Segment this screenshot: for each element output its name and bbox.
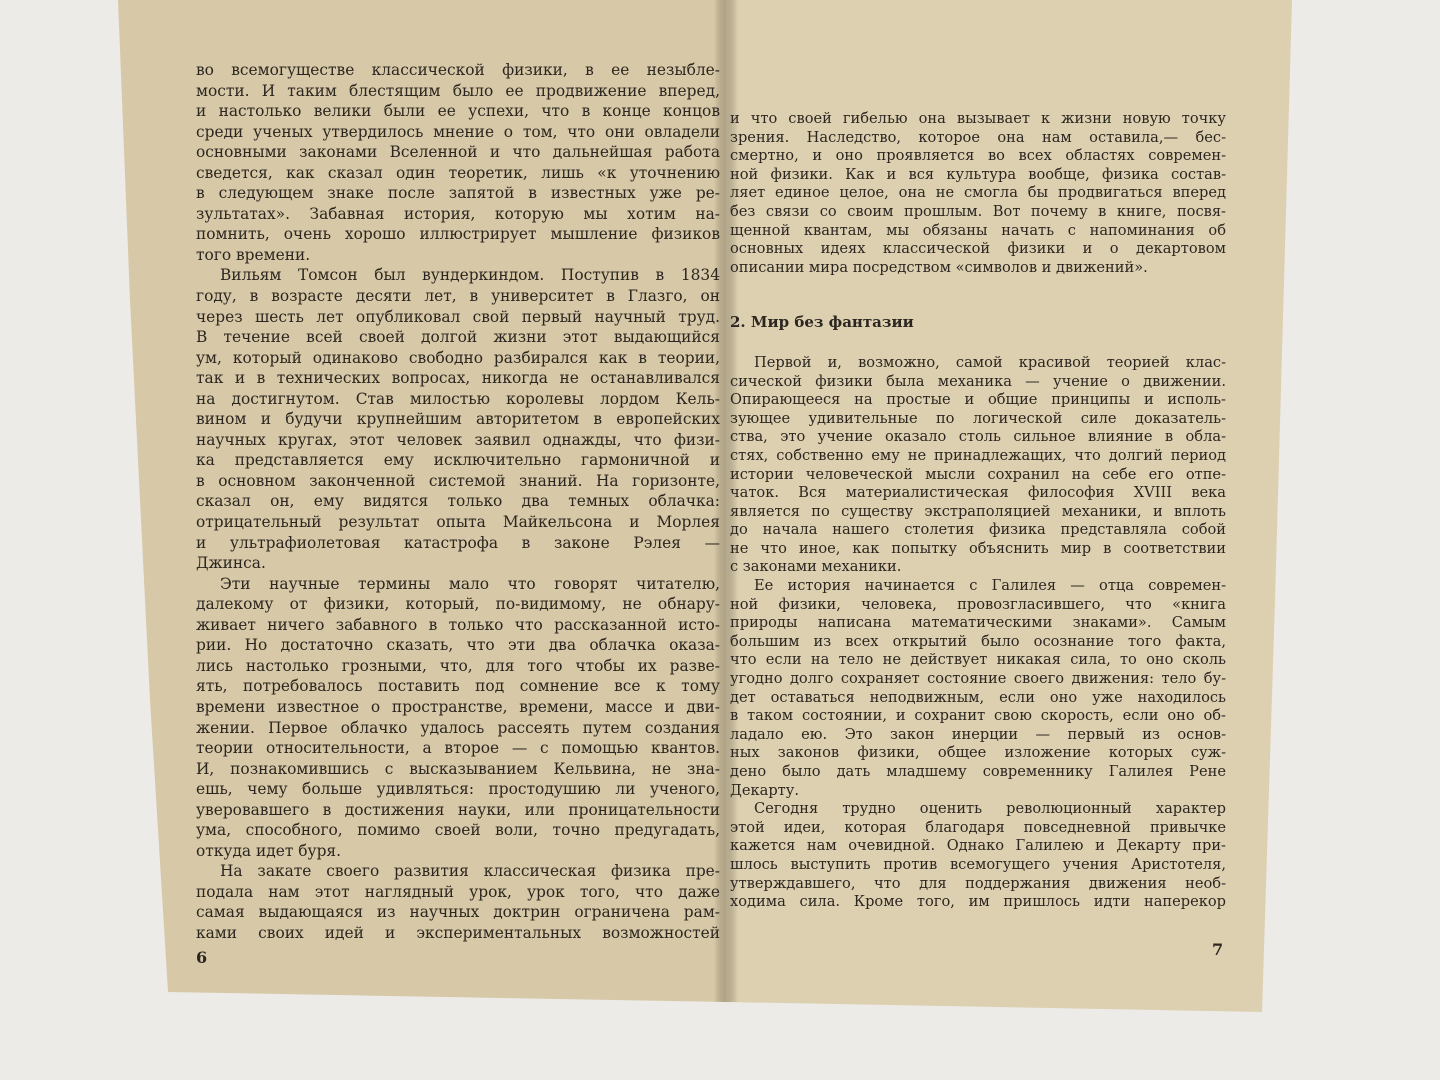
text-line: в таком состоянии, и сохранит свою скорость, если оно об- (730, 707, 1226, 725)
text-line: ной физики, человека, провозгласившего, что «книга (730, 595, 1226, 613)
page-number-left: 6 (196, 948, 208, 967)
text-line: ума, способного, помимо своей воли, точно предугадать, (196, 821, 720, 840)
paragraph (196, 265, 720, 573)
text-line: кажется нам очевидной. Однако Галилею и Декарту при- (730, 837, 1226, 855)
page-number-right: 7 (1212, 940, 1224, 959)
text-line: научных кругах, этот человек заявил однажды, что физи- (196, 430, 720, 449)
text-line: основными законами Вселенной и что дальнейшая работа (196, 143, 720, 162)
text-line: ходима сила. Кроме того, им пришлось идти наперекор (730, 893, 1226, 911)
text-line: далекому от физики, который, по-видимому, не обнару- (196, 595, 720, 614)
text-line: дет оставаться неподвижным, если оно уже находилось (730, 688, 1226, 706)
text-line: с законами механики. (730, 558, 902, 576)
text-line: подала нам этот наглядный урок, урок того, что даже (196, 882, 720, 901)
text-line: помнить, очень хорошо иллюстрирует мышление физиков (196, 225, 720, 244)
text-line: самая выдающаяся из научных доктрин ограничена рам- (196, 903, 720, 922)
text-line: ка представляется ему исключительно гармоничной и (196, 451, 720, 470)
text-line: Джинса. (196, 554, 266, 573)
text-line: среди ученых утвердилось мнение о том, что они овладели (196, 122, 720, 141)
text-line: ляет единое целое, она не смогла бы продвигаться вперед (730, 184, 1226, 202)
text-line: того времени. (196, 245, 311, 264)
text-line: зрения. Наследство, которое она нам оставила,— бес- (730, 128, 1226, 146)
text-line: Эти научные термины мало что говорят читателю, (220, 574, 720, 593)
text-line: чаток. Вся материалистическая философия XVIII века (730, 484, 1226, 502)
text-line: и ультрафиолетовая катастрофа в законе Рэлея — (196, 533, 720, 552)
text-line: Сегодня трудно оценить революционный характер (754, 800, 1226, 818)
text-line: описании мира посредством «символов и движений». (730, 258, 1148, 276)
text-line: на достигнутом. Став милостью королевы лордом Кель- (196, 389, 720, 408)
text-line: живает ничего забавного в только что рассказанной исто- (196, 615, 720, 634)
text-line: щенной квантам, мы обязаны начать с напоминания об (730, 221, 1226, 239)
right-page-body (730, 354, 1226, 912)
text-line: вином и будучи крупнейшим авторитетом в европейских (196, 410, 720, 429)
text-line: в следующем знаке после запятой в известных уже ре- (196, 184, 720, 203)
text-line: шлось выступить против всемогущего учения Аристотеля, (730, 855, 1226, 873)
text-line: основных идеях классической физики и о декартовом (730, 240, 1226, 258)
text-line: ками своих идей и экспериментальных возможностей (196, 923, 720, 942)
text-line: жении. Первое облачко удалось рассеять путем создания (196, 718, 720, 737)
text-line: уверовавшего в достижения науки, или проницательности (196, 800, 720, 819)
text-line: отрицательный результат опыта Майкельсона и Морлея (196, 513, 720, 532)
text-line: откуда идет буря. (196, 841, 342, 860)
text-line: без связи со своим прошлым. Вот почему в книге, посвя- (730, 202, 1226, 220)
text-line: рии. Но достаточно сказать, что эти два облачка оказа- (196, 636, 720, 655)
text-line: в основном законченной системой знаний. На горизонте, (196, 471, 720, 490)
text-line: году, в возрасте десяти лет, в университет в Глазго, он (196, 287, 720, 306)
text-line: зующее удивительные по логической силе доказатель- (730, 409, 1226, 427)
text-line: Вильям Томсон был вундеркиндом. Поступив в 1834 (220, 266, 720, 285)
paragraph (196, 60, 720, 265)
text-line: сической физики была механика — учение о движении. (730, 372, 1226, 390)
text-line: времени известное о пространстве, времени, массе и дви- (196, 697, 720, 716)
text-line: ять, потребовалось поставить под сомнение все к тому (196, 677, 720, 696)
section-heading: 2. Мир без фантазии (730, 313, 914, 332)
text-line: природы написана математическими знаками». Самым (730, 614, 1226, 632)
text-line: большим из всех открытий было осознание того факта, (730, 632, 1226, 650)
text-line: В течение всей своей долгой жизни этот выдающийся (196, 328, 720, 347)
text-line: до начала нашего столетия физика представляла собой (730, 521, 1226, 539)
text-line: ной физики. Как и вся культура вообще, физика состав- (730, 165, 1226, 183)
text-line: Первой и, возможно, самой красивой теорией клас- (754, 353, 1226, 371)
text-line: ладало ею. Это закон инерции — первый из основ- (730, 725, 1226, 743)
text-line: ства, это учение оказало столь сильное влияние в обла- (730, 428, 1226, 446)
text-line: ных законов физики, общее изложение которых суж- (730, 744, 1226, 762)
text-line: является по существу экстраполяцией механики, и вплоть (730, 502, 1226, 520)
text-line: лись настолько грозными, что, для того чтобы их разве- (196, 656, 720, 675)
text-line: во всемогуществе классической физики, в ее незыбле- (196, 61, 720, 79)
text-line: дено было дать младшему современнику Галилея Рене (730, 763, 1226, 780)
text-line: смертно, и оно проявляется во всех областях современ- (730, 147, 1226, 165)
right-page-intro (730, 110, 1226, 277)
paragraph (730, 577, 1226, 800)
text-line: На закате своего развития классическая физика пре- (220, 862, 720, 881)
paragraph (196, 574, 720, 862)
text-line: этой идеи, которая благодаря повседневной привычке (730, 818, 1226, 836)
text-line: Опирающееся на простые и общие принципы и исполь- (730, 391, 1226, 409)
text-line: стях, собственно ему не принадлежащих, что долгий период (730, 446, 1226, 464)
text-line: и настолько велики были ее успехи, что в конце концов (196, 102, 720, 121)
right-page-text (730, 110, 1226, 912)
text-line: что если на тело не действует никакая сила, то оно сколь (730, 651, 1226, 669)
text-line: Декарту. (730, 781, 799, 799)
paragraph (730, 110, 1226, 277)
text-line: сказал он, ему видятся только два темных облачка: (196, 492, 720, 511)
text-line: Ее история начинается с Галилея — отца современ- (754, 577, 1226, 595)
paragraph (730, 354, 1226, 577)
text-line: ешь, чему больше удивляться: простодушию ли ученого, (196, 780, 720, 799)
text-line: сведется, как сказал один теоретик, лишь «к уточнению (196, 163, 720, 182)
text-line: И, познакомившись с высказыванием Кельвина, не зна- (196, 759, 720, 778)
paragraph (196, 861, 720, 943)
text-line: теории относительности, а второе — с помощью квантов. (196, 739, 720, 758)
text-line: угодно долго сохраняет состояние своего движения: тело бу- (730, 670, 1226, 688)
text-line: так и в технических вопросах, никогда не останавливался (196, 369, 720, 388)
text-line: мости. И таким блестящим было ее продвижение вперед, (196, 81, 720, 100)
left-page-text (196, 60, 720, 944)
text-line: ум, который одинаково свободно разбирался как в теории, (196, 348, 720, 367)
text-line: и что своей гибелью она вызывает к жизни новую точку (730, 110, 1226, 127)
text-line: не что иное, как попытку объяснить мир в соответствии (730, 539, 1226, 557)
text-line: утверждавшего, что для поддержания движения необ- (730, 874, 1226, 892)
text-line: истории человеческой мысли сохранил на себе его отпе- (730, 465, 1226, 483)
paragraph (730, 800, 1226, 912)
text-line: через шесть лет опубликовал свой первый научный труд. (196, 307, 720, 326)
text-line: зультатах». Забавная история, которую мы хотим на- (196, 204, 720, 223)
